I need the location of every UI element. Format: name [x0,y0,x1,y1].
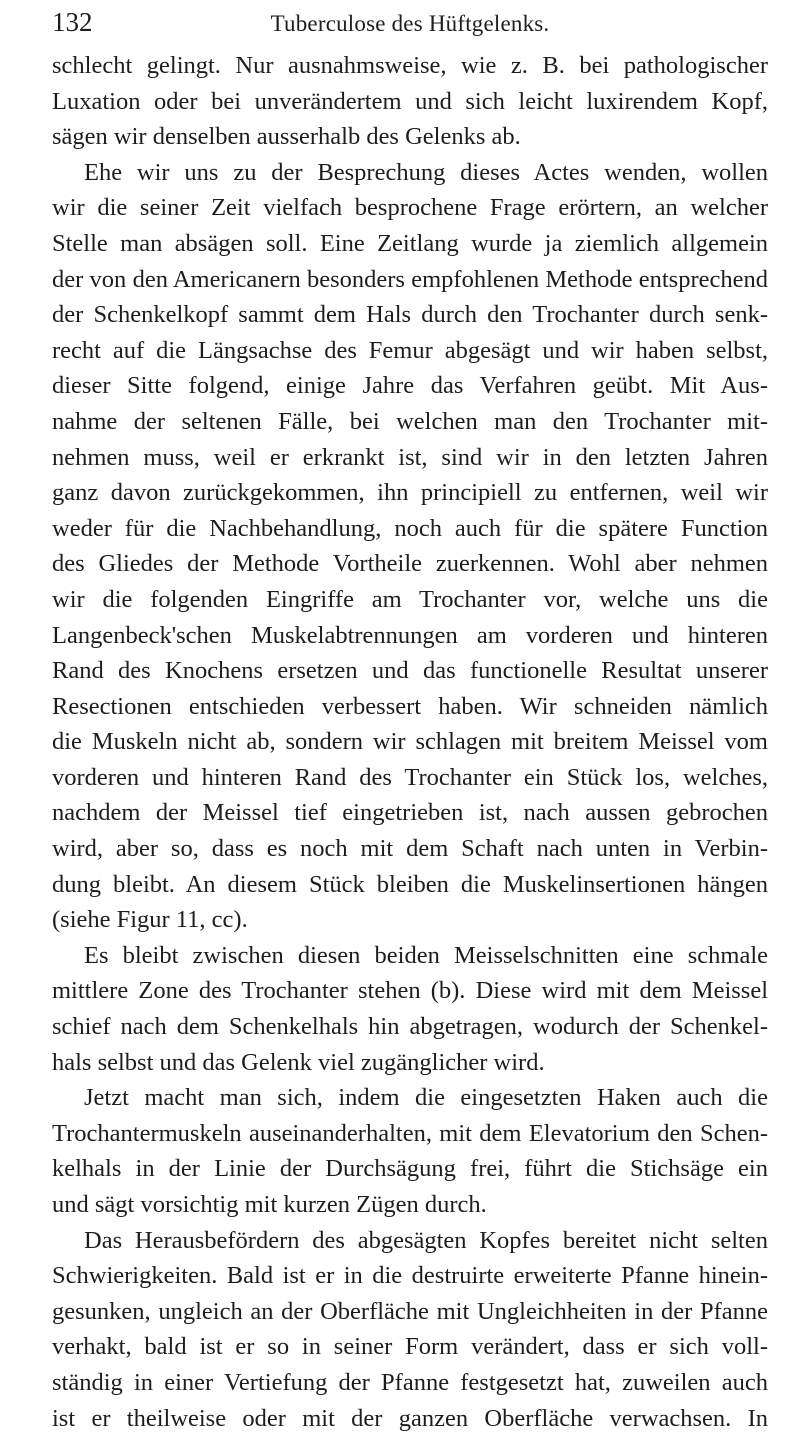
text-line: hals selbst und das Gelenk viel zugänglicher wird. [52,1048,545,1076]
text-line: der von den Americanern besonders empfohlenen Methode entsprechend [52,265,768,293]
text-line: Langenbeck'schen Muskelabtrennungen am vorderen und hinteren [52,621,768,649]
text-line: Ehe wir uns zu der Besprechung dieses Actes wenden, wollen [84,158,768,186]
text-line: recht auf die Längsachse des Femur abgesägt und wir haben selbst, [52,336,768,364]
text-line: ganz davon zurückgekommen, ihn principiell zu entfernen, weil wir [52,479,768,507]
running-head [52,4,768,44]
text-line: die Muskeln nicht ab, sondern wir schlagen mit breitem Meissel vom [52,728,768,756]
text-line: schlecht gelingt. Nur ausnahmsweise, wie z. B. bei pathologischer [52,52,768,79]
text-line: Luxation oder bei unverändertem und sich leicht luxirendem Kopf, [52,87,768,115]
text-line: sägen wir denselben ausserhalb des Gelenks ab. [52,123,521,151]
text-line: gesunken, ungleich an der Oberfläche mit Ungleichheiten in der Pfanne [52,1297,768,1325]
text-line: dieser Sitte folgend, einige Jahre das Verfahren geübt. Mit Aus- [52,372,768,400]
text-line: wir die folgenden Eingriffe am Trochanter vor, welche uns die [52,585,768,613]
text-line: Es bleibt zwischen diesen beiden Meisselschnitten eine schmale [84,941,768,969]
text-line: (siehe Figur 11, cc). [52,906,248,934]
text-line: verhakt, bald ist er so in seiner Form verändert, dass er sich voll- [52,1333,768,1361]
body-text [52,48,768,1436]
text-line: ist er theilweise oder mit der ganzen Oberfläche verwachsen. In [52,1404,768,1432]
running-title: Tuberculose des Hüftgelenks. [270,11,550,36]
text-line: Jetzt macht man sich, indem die eingesetzten Haken auch die [84,1084,768,1112]
text-line: nahme der seltenen Fälle, bei welchen man den Trochanter mit- [52,407,768,435]
text-line: des Gliedes der Methode Vortheile zuerkennen. Wohl aber nehmen [52,550,768,578]
text-line: und sägt vorsichtig mit kurzen Zügen durch. [52,1191,487,1218]
page-number: 132 [52,7,93,37]
text-line: Trochantermuskeln auseinanderhalten, mit dem Elevatorium den Schen- [52,1119,768,1147]
text-line: mittlere Zone des Trochanter stehen (b). Diese wird mit dem Meissel [52,977,768,1005]
text-line: kelhals in der Linie der Durchsägung frei, führt die Stichsäge ein [52,1155,768,1183]
text-line: nehmen muss, weil er erkrankt ist, sind wir in den letzten Jahren [52,443,768,471]
text-line: schief nach dem Schenkelhals hin abgetragen, wodurch der Schenkel- [52,1013,768,1041]
text-line: Das Herausbefördern des abgesägten Kopfes bereitet nicht selten [84,1226,768,1254]
text-line: wir die seiner Zeit vielfach besprochene Frage erörtern, an welcher [52,194,768,222]
text-line: Stelle man absägen soll. Eine Zeitlang wurde ja ziemlich allgemein [52,229,768,257]
text-line: der Schenkelkopf sammt dem Hals durch den Trochanter durch senk- [52,301,768,329]
text-line: Rand des Knochens ersetzen und das functionelle Resultat unserer [52,657,768,685]
text-line: Resectionen entschieden verbessert haben. Wir schneiden nämlich [52,692,768,720]
text-line: Schwierigkeiten. Bald ist er in die destruirte erweiterte Pfanne hinein- [52,1262,768,1290]
text-line: vorderen und hinteren Rand des Trochanter ein Stück los, welches, [52,763,768,791]
text-line: dung bleibt. An diesem Stück bleiben die Muskelinsertionen hängen [52,870,768,898]
text-line: ständig in einer Vertiefung der Pfanne festgesetzt hat, zuweilen auch [52,1368,768,1396]
text-line: weder für die Nachbehandlung, noch auch für die spätere Function [52,514,768,542]
text-line: nachdem der Meissel tief eingetrieben ist, nach aussen gebrochen [52,799,768,827]
text-line: wird, aber so, dass es noch mit dem Schaft nach unten in Verbin- [52,835,768,863]
